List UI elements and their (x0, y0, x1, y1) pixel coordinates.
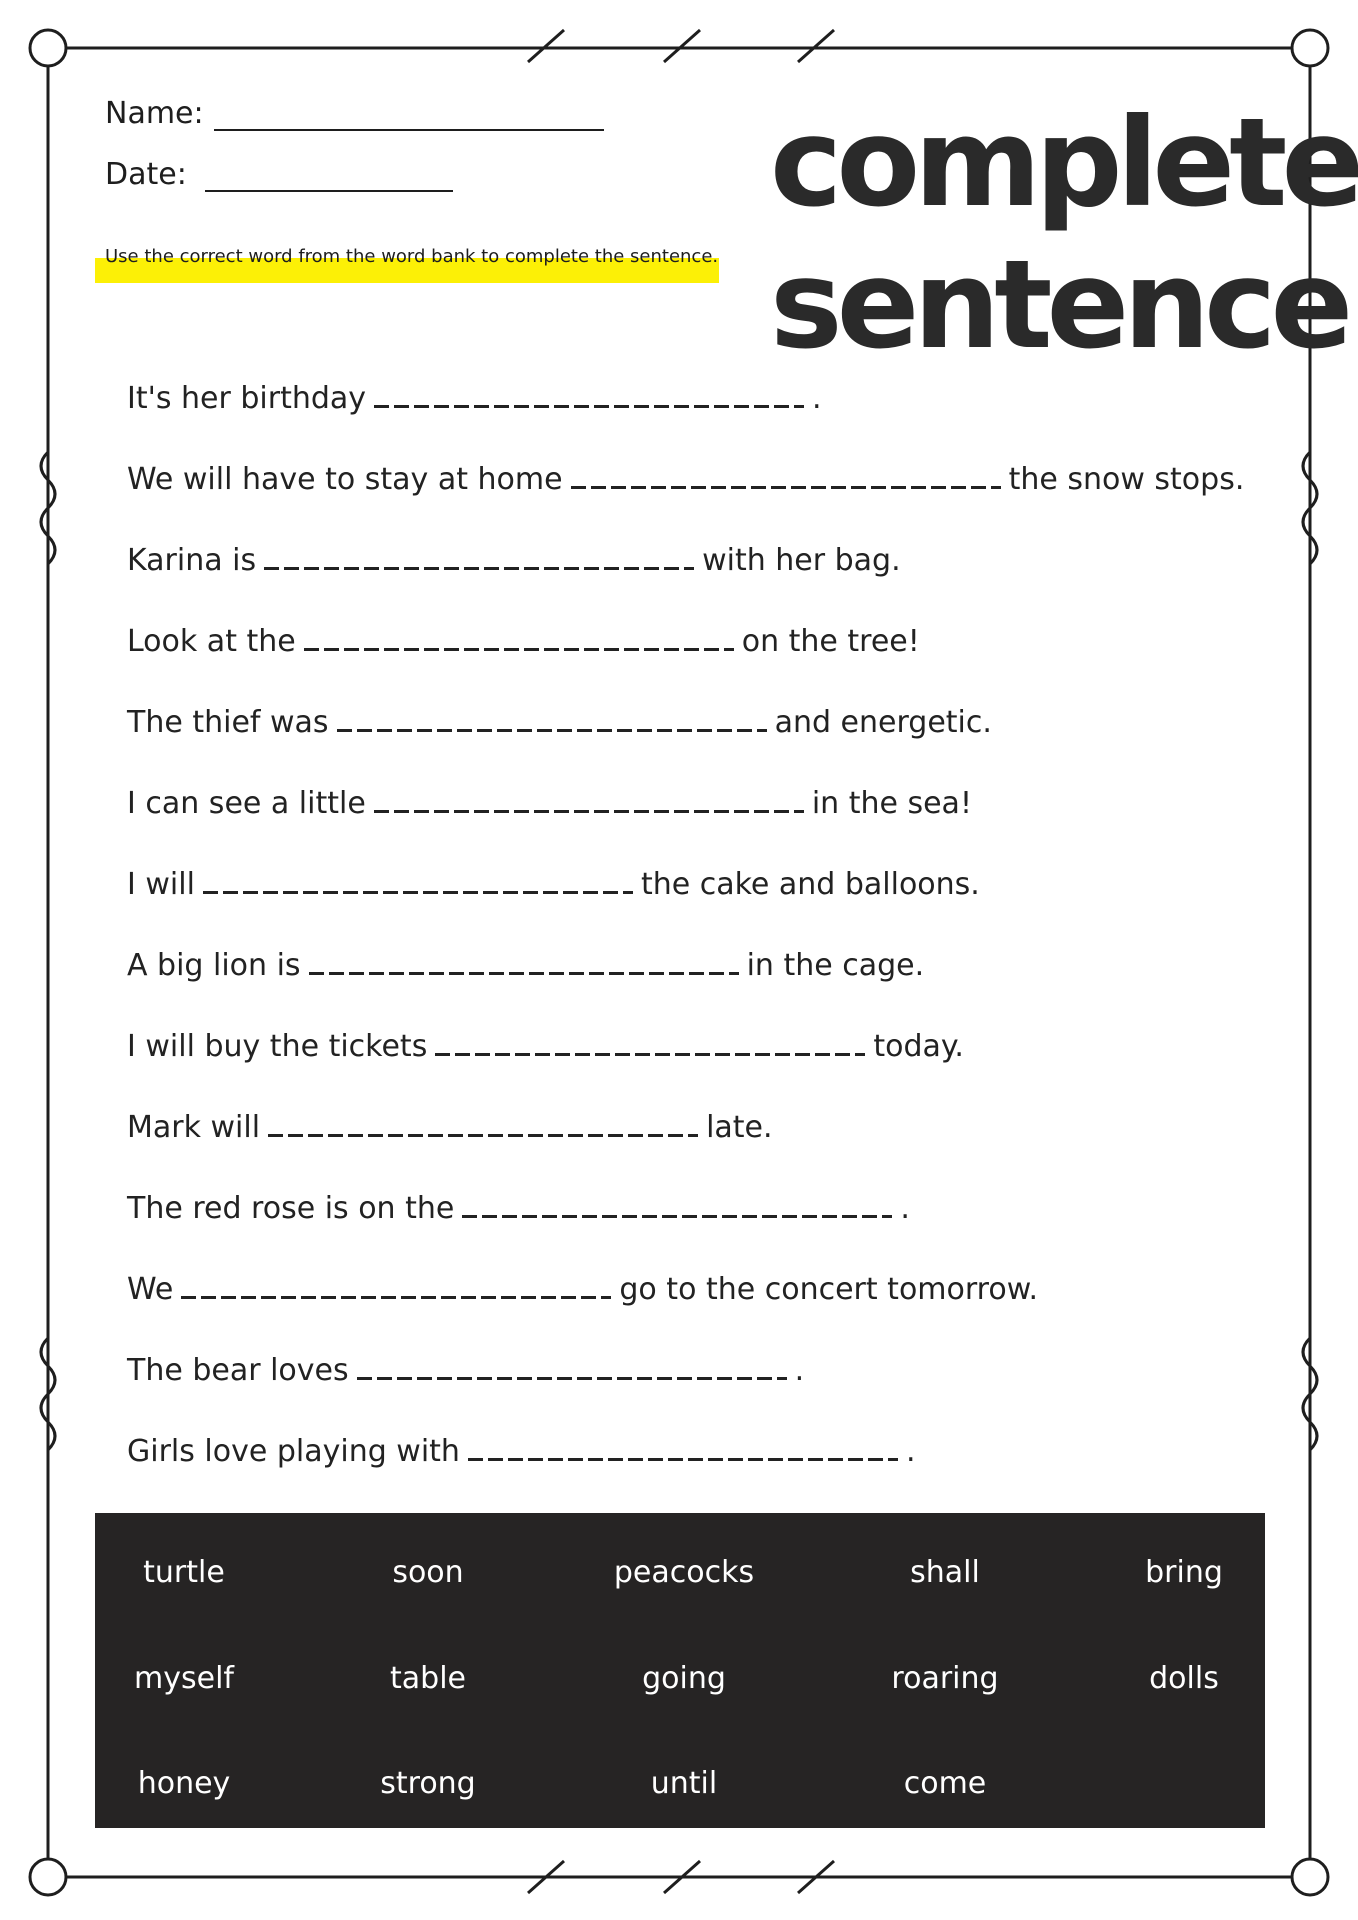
date-field[interactable] (105, 157, 453, 192)
word-bank-item: dolls (1149, 1661, 1219, 1696)
word-bank-item: until (650, 1766, 718, 1801)
answer-blank[interactable] (462, 1196, 892, 1218)
word-bank-item: come (903, 1766, 987, 1801)
answer-blank[interactable] (357, 1358, 787, 1380)
title-line-1: complete (770, 92, 1358, 234)
instruction-text: Use the correct word from the word bank to complete the sentence. (105, 246, 719, 267)
sentence-row (127, 368, 1244, 449)
sentence-text-after: late. (706, 1110, 773, 1145)
title-line-2: sentence (770, 234, 1348, 376)
sentence-text-after: in the cage. (746, 948, 925, 983)
answer-blank[interactable] (571, 467, 1001, 489)
sentence-text-before: A big lion is (127, 948, 301, 983)
sentence-text-before: The bear loves (127, 1353, 349, 1388)
answer-blank[interactable] (468, 1439, 898, 1461)
sentence-text-after: with her bag. (702, 543, 901, 578)
sentence-row (127, 530, 1244, 611)
instruction (95, 240, 719, 284)
word-bank-item: myself (134, 1661, 234, 1696)
sentence-row (127, 1097, 1244, 1178)
sentence-text-before: I can see a little (127, 786, 366, 821)
sentence-text-after: the snow stops. (1008, 462, 1245, 497)
sentence-text-after: the cake and balloons. (640, 867, 980, 902)
word-bank-item: soon (392, 1555, 464, 1590)
word-bank (95, 1513, 1265, 1828)
word-bank-item: honey (137, 1766, 231, 1801)
answer-blank[interactable] (264, 548, 694, 570)
word-bank-item: going (642, 1661, 726, 1696)
sentence-row (127, 692, 1244, 773)
answer-blank[interactable] (337, 710, 767, 732)
date-label: Date: (105, 157, 187, 192)
sentence-text-before: The red rose is on the (127, 1191, 455, 1226)
sentence-row (127, 1340, 1244, 1421)
sentence-text-after: today. (873, 1029, 964, 1064)
answer-blank[interactable] (435, 1034, 865, 1056)
sentence-row (127, 773, 1244, 854)
word-bank-item: turtle (143, 1555, 225, 1590)
sentence-text-before: We will have to stay at home (127, 462, 563, 497)
sentence-text-before: Mark will (127, 1110, 261, 1145)
sentence-text-after: go to the concert tomorrow. (619, 1272, 1039, 1307)
word-bank-item: table (390, 1661, 466, 1696)
sentence-text-after: and energetic. (774, 705, 992, 740)
sentence-text-after: . (900, 1191, 910, 1226)
sentence-text-after: . (794, 1353, 805, 1388)
sentence-text-before: I will buy the tickets (127, 1029, 428, 1064)
word-bank-item: roaring (891, 1661, 999, 1696)
answer-blank[interactable] (181, 1277, 611, 1299)
sentence-row (127, 935, 1244, 1016)
sentence-list (127, 368, 1244, 1502)
name-line[interactable] (214, 103, 604, 131)
sentence-text-before: Karina is (127, 543, 257, 578)
sentence-row (127, 1421, 1244, 1502)
sentence-text-before: Girls love playing with (127, 1434, 460, 1469)
word-bank-item: shall (910, 1555, 980, 1590)
sentence-text-before: We (127, 1272, 174, 1307)
answer-blank[interactable] (203, 872, 633, 894)
answer-blank[interactable] (309, 953, 739, 975)
sentence-text-before: The thief was (127, 705, 329, 740)
sentence-text-before: I will (127, 867, 195, 902)
sentence-text-after: on the tree! (741, 624, 920, 659)
sentence-text-before: It's her birthday (127, 381, 367, 416)
sentence-row (127, 854, 1244, 935)
answer-blank[interactable] (374, 386, 804, 408)
word-bank-item: strong (380, 1766, 476, 1801)
date-line[interactable] (205, 164, 453, 192)
answer-blank[interactable] (268, 1115, 698, 1137)
word-bank-item: bring (1145, 1555, 1223, 1590)
sentence-row (127, 449, 1244, 530)
answer-blank[interactable] (374, 791, 804, 813)
sentence-row (127, 1016, 1244, 1097)
sentence-text-before: Look at the (127, 624, 296, 659)
sentence-row (127, 1259, 1244, 1340)
answer-blank[interactable] (304, 629, 734, 651)
sentence-text-after: in the sea! (811, 786, 972, 821)
name-field[interactable] (105, 96, 604, 131)
name-label: Name: (105, 96, 204, 131)
sentence-text-after: . (905, 1434, 916, 1469)
sentence-row (127, 611, 1244, 692)
word-bank-item: peacocks (613, 1555, 755, 1590)
worksheet-title (770, 92, 1358, 376)
sentence-row (127, 1178, 1244, 1259)
sentence-text-after: . (812, 381, 822, 416)
